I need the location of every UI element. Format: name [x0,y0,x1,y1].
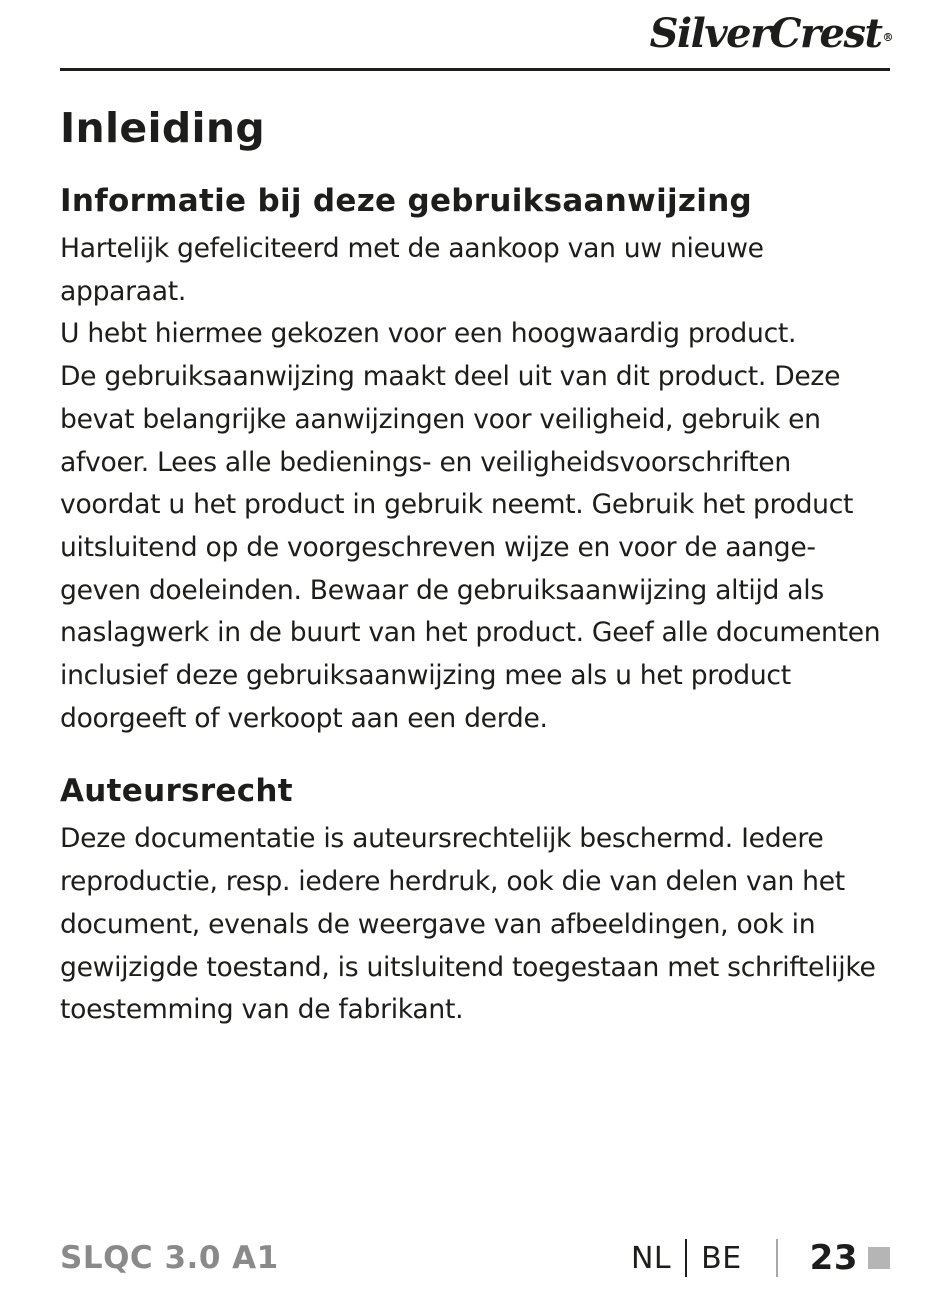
language-nl: NL [630,1240,672,1276]
page-separator [776,1239,778,1277]
language-separator [685,1239,687,1277]
section-heading-copyright: Auteursrecht [60,773,293,810]
section-paragraph-copyright: Deze documentatie is auteursrechtelijk beschermd. Iedere reproductie, resp. iedere herdruk, ook die van delen van het document, evenals de weergave van afbeeldingen, ook in gewijzigde toestand, is uitsluitend toegestaan met schriftelijke toestemming van de fabrikant. [60,823,876,1026]
registered-mark: ® [882,31,892,44]
footer-page-info [631,1238,890,1278]
section-copyright [60,770,895,1032]
page-number: 23 [809,1238,858,1278]
page-content [60,100,895,1032]
silvercrest-logo [649,10,892,57]
model-number: SLQC 3.0 A1 [60,1240,279,1276]
page-marker-square-icon [868,1247,890,1269]
section-heading-manual-info: Informatie bij deze gebruiksaanwijzing [60,183,753,219]
page-title: Inleiding [60,104,265,152]
brand-name: SilverCrest [649,10,882,57]
language-be: BE [701,1240,742,1276]
page-header [60,0,890,71]
section-paragraph-manual-info: Hartelijk gefeliciteerd met de aankoop van uw nieuwe apparaat. U hebt hiermee gekozen voor een hoogwaardig product. De gebruiksaanwijzing maakt deel uit van dit product. Deze bevat belangrijke aanwijzingen voor veiligheid, gebruik en afvoer. Lees alle bedienings- en veiligheidsvoorschriften voordat u het product in gebruik neemt. Gebruik het product uitsluitend op de voorgeschreven wijze en voor de aange- geven doeleinden. Bewaar de gebruiksaanwijzing altijd als naslagwerk in de buurt van het product. Geef alle documenten inclusief deze gebruiksaanwijzing mee als u het product doorgeeft of verkoopt aan een derde. [60,233,881,734]
section-manual-info [60,180,895,740]
